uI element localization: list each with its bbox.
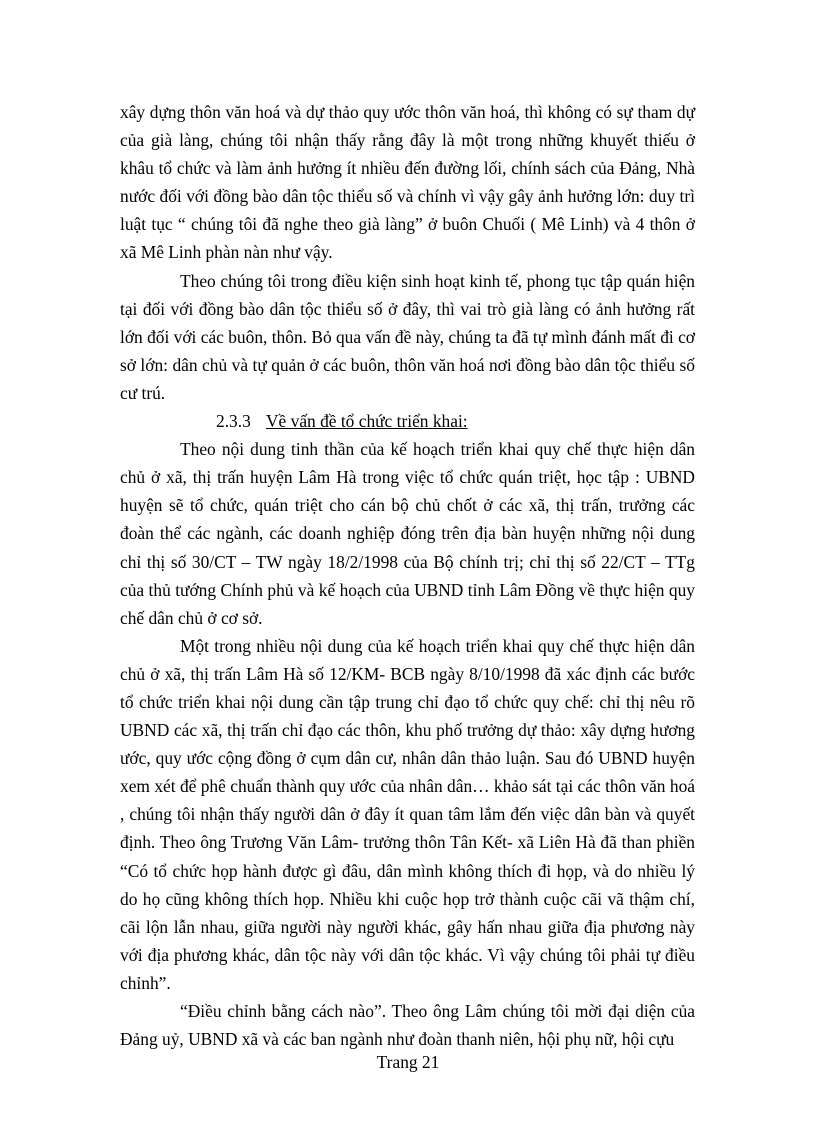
section-number: 2.3.3 bbox=[216, 411, 251, 432]
paragraph: “Điều chỉnh bằng cách nào”. Theo ông Lâm chúng tôi mời đại diện của Đảng uỷ, UBND xã và các ban ngành như đoàn thanh niên, hội phụ nữ, hội cựu bbox=[120, 1001, 695, 1050]
paragraph: xây dựng thôn văn hoá và dự thảo quy ước thôn văn hoá, thì không có sự tham dự của già làng, chúng tôi nhận thấy rằng đây là một trong những khuyết thiếu ở khâu tổ chức và làm ảnh hưởng ít nhiều đến đường lối, chính sách của Đảng, Nhà nước đối với đồng bào dân tộc thiểu số và chính vì vậy gây ảnh hưởng lớn: duy trì luật tục “ chúng tôi đã nghe theo già làng” ở buôn Chuối ( Mê Linh) và 4 thôn ở xã Mê Linh phàn nàn như vậy. bbox=[120, 102, 695, 263]
paragraph: Theo chúng tôi trong điều kiện sinh hoạt kinh tế, phong tục tập quán hiện tại đối với đồng bào dân tộc thiểu số ở đây, thì vai trò già làng có ảnh hưởng rất lớn đối với các buôn, thôn. Bỏ qua vấn đề này, chúng ta đã tự mình đánh mất đi cơ sở lớn: dân chủ và tự quản ở các buôn, thôn văn hoá nơi đồng bào dân tộc thiểu số cư trú. bbox=[120, 270, 695, 403]
document-body bbox=[120, 98, 695, 1053]
section-title: Về vấn đề tổ chức triển khai: bbox=[266, 411, 468, 432]
section-heading bbox=[120, 407, 695, 435]
paragraph: Một trong nhiều nội dung của kế hoạch triển khai quy chế thực hiện dân chủ ở xã, thị trấn Lâm Hà số 12/KM- BCB ngày 8/10/1998 đã xác định các bước tổ chức triển khai nội dung cần tập trung chỉ đạo tổ chức quy chế: chỉ thị nêu rõ UBND các xã, thị trấn chỉ đạo các thôn, khu phố trưởng dự thảo: xây dựng hương ước, quy ước cộng đồng ở cụm dân cư, nhân dân thảo luận. Sau đó UBND huyện xem xét để phê chuẩn thành quy ước của nhân dân… khảo sát tại các thôn văn hoá , chúng tôi nhận thấy người dân ở đây ít quan tâm lắm đến việc dân bàn và quyết định. Theo ông Trương Văn Lâm- trưởng thôn Tân Kết- xã Liên Hà đã than phiền “Có tổ chức họp hành được gì đâu, dân mình không thích đi họp, và do nhiều lý do họ cũng không thích họp. Nhiều khi cuộc họp trở thành cuộc cãi vã thậm chí, cãi lộn lẫn nhau, giữa người này người khác, gây hấn nhau giữa địa phương này với địa phương khác, dân tộc này với dân tộc khác. Vì vậy chúng tôi phải tự điều chỉnh”. bbox=[120, 635, 695, 993]
page-number: Trang 21 bbox=[376, 1052, 440, 1072]
paragraph: Theo nội dung tinh thần của kế hoạch triển khai quy chế thực hiện dân chủ ở xã, thị trấn huyện Lâm Hà trong việc tổ chức quán triệt, học tập : UBND huyện sẽ tổ chức, quán triệt cho cán bộ chủ chốt ở các xã, thị trấn, trưởng các đoàn thể các ngành, các doanh nghiệp đóng trên địa bàn huyện những nội dung chỉ thị số 30/CT – TW ngày 18/2/1998 của Bộ chính trị; chỉ thị số 22/CT – TTg của thủ tướng Chính phủ và kế hoạch của UBND tỉnh Lâm Đồng về thực hiện quy chế dân chủ ở cơ sở. bbox=[120, 439, 695, 628]
